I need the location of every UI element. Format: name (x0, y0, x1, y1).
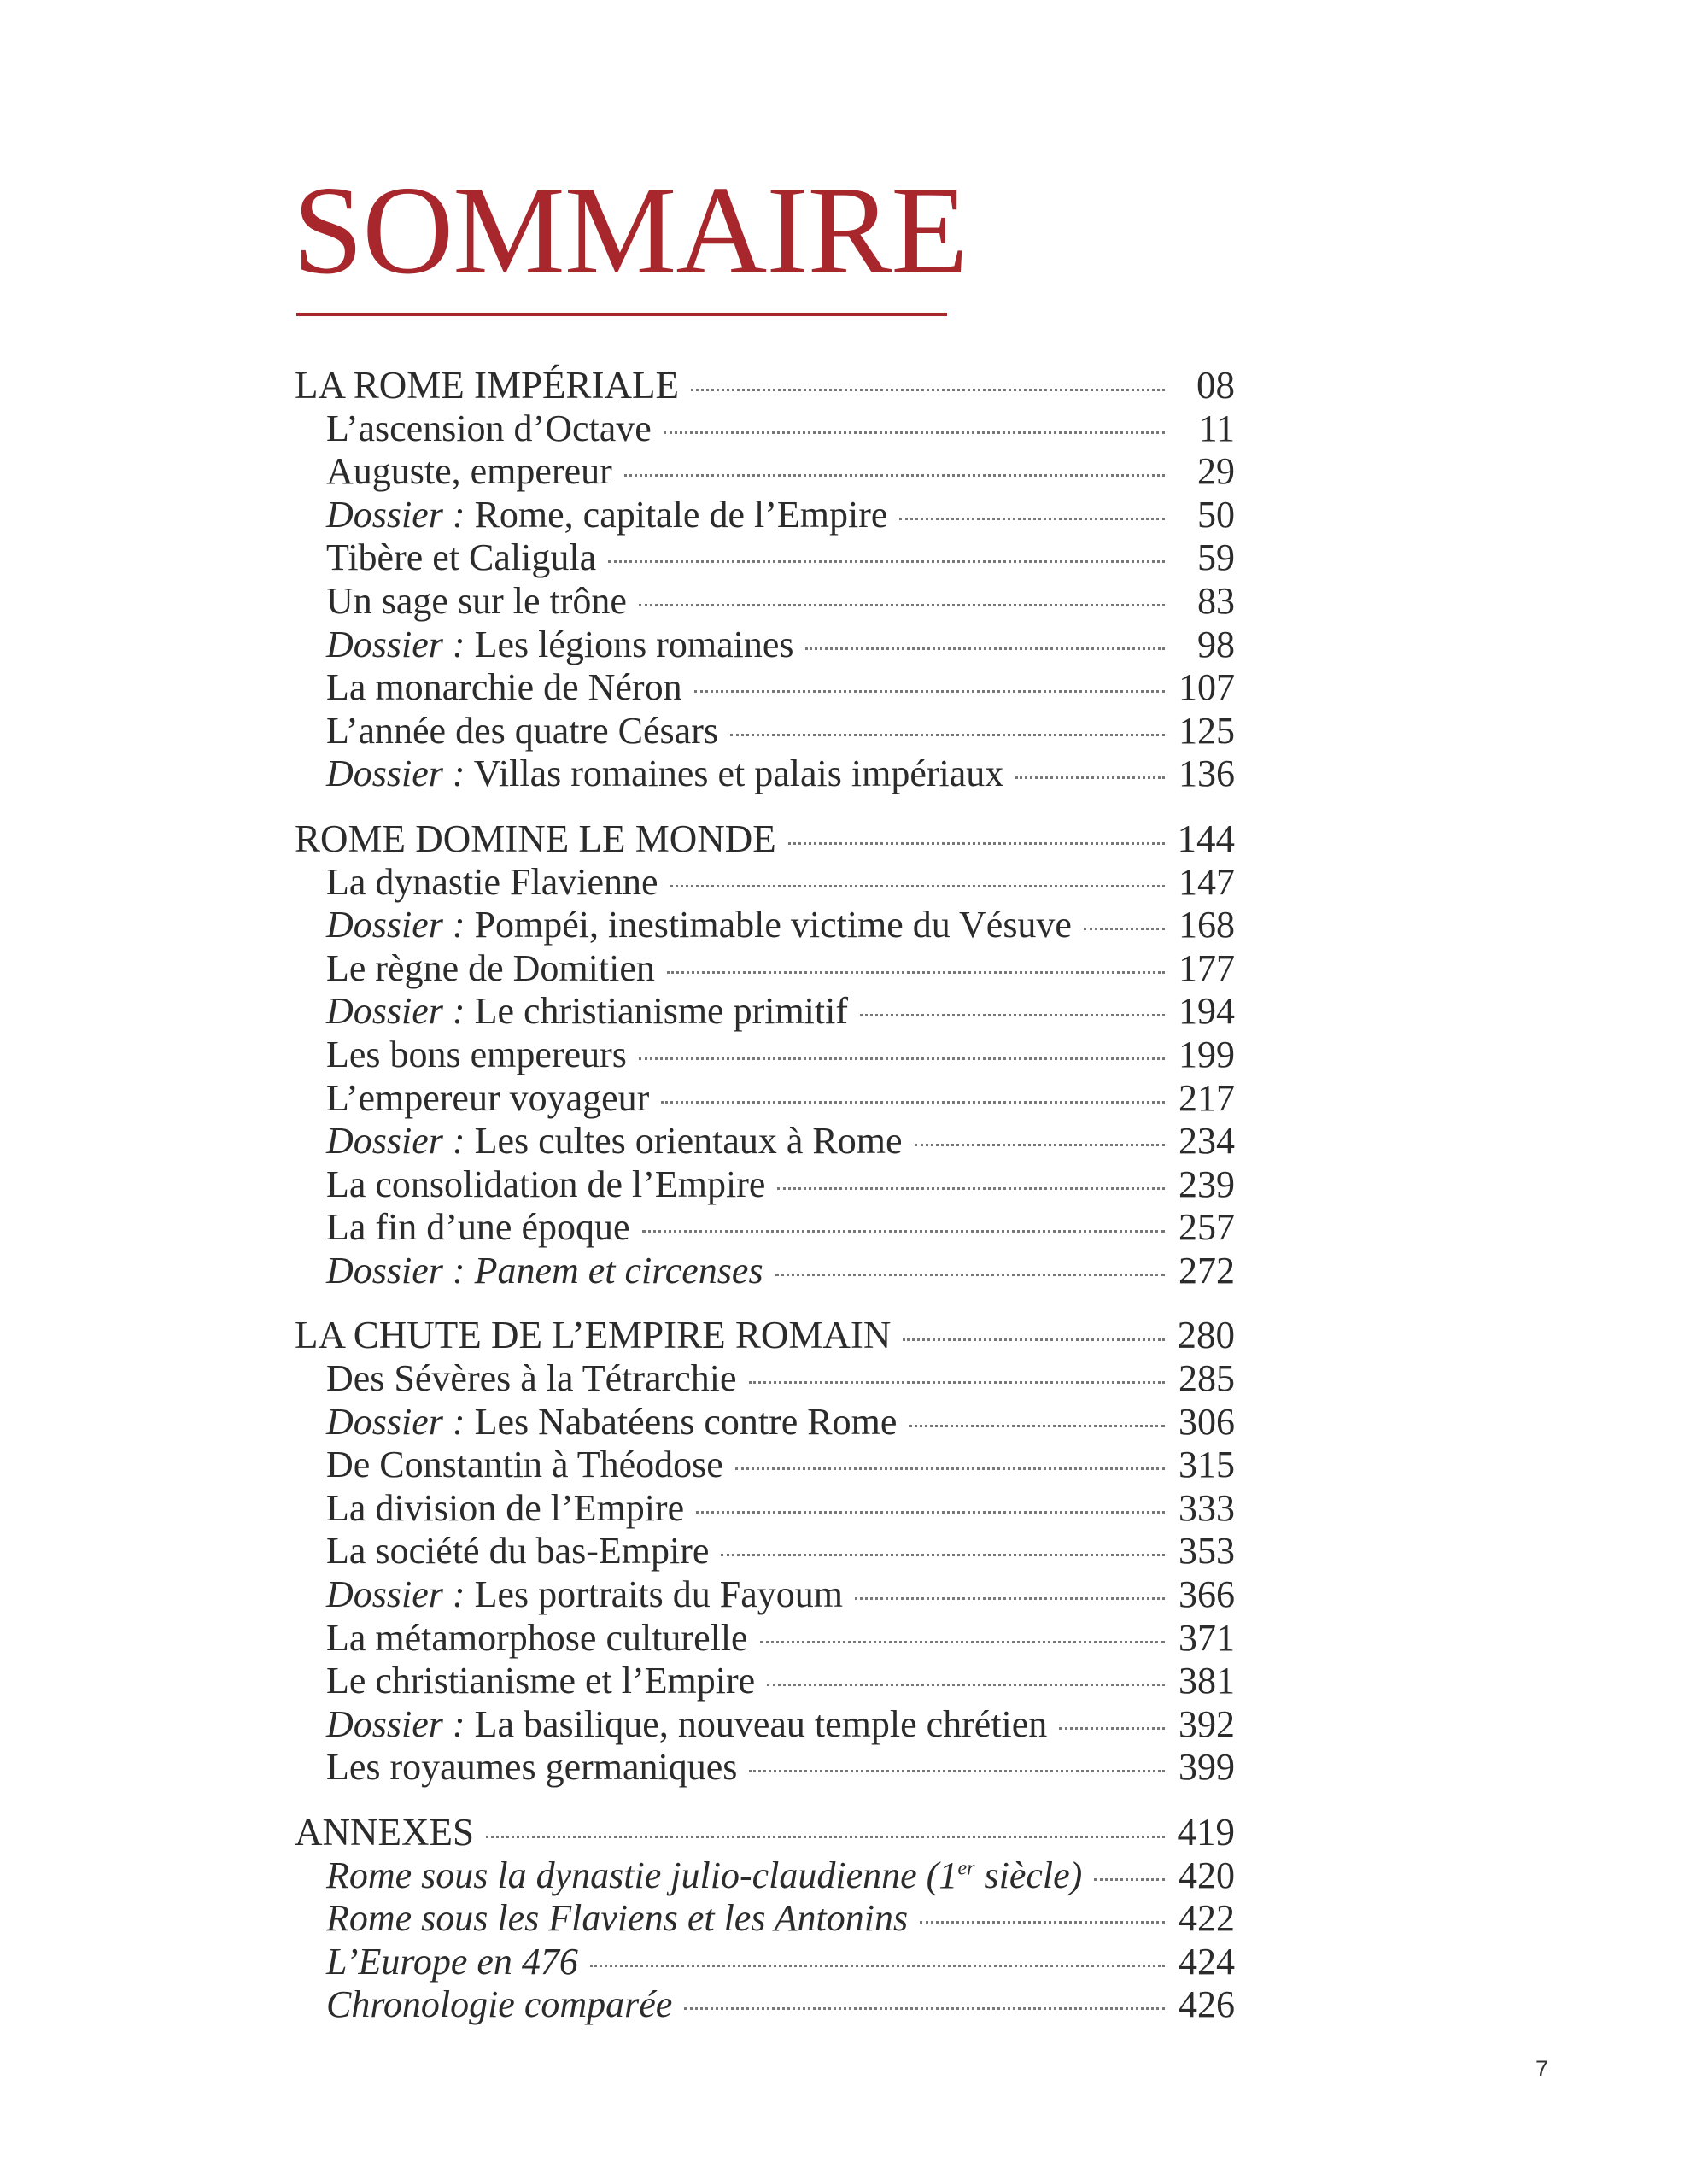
entry-label: La basilique, nouveau temple chrétien (474, 1702, 1048, 1745)
entry-prefix: Dossier : (326, 990, 465, 1033)
entry-prefix: Dossier : (326, 1573, 465, 1616)
toc-entry[interactable] (295, 1444, 1235, 1487)
entry-title (326, 1573, 843, 1616)
toc-entry[interactable] (295, 1854, 1235, 1898)
page-ref: 285 (1179, 1357, 1235, 1400)
dot-leader (691, 389, 1165, 391)
entry-label: L’Europe en 476 (326, 1940, 578, 1983)
entry-title (326, 1897, 908, 1940)
entry-prefix: Dossier : (326, 1400, 465, 1443)
toc-entry[interactable] (295, 1703, 1235, 1747)
entry-prefix: Dossier : (326, 904, 465, 946)
page-ref: 144 (1177, 817, 1235, 860)
toc-section-heading[interactable] (295, 1314, 1235, 1357)
toc-section (295, 1811, 1235, 2027)
toc-entry[interactable] (295, 1357, 1235, 1401)
entry-prefix: Dossier : (326, 1249, 465, 1292)
entry-title (326, 407, 652, 450)
table-of-contents (295, 364, 1235, 2048)
dot-leader (590, 1965, 1165, 1967)
entry-label: Chronologie comparée (326, 1983, 673, 2026)
toc-entry[interactable] (295, 1120, 1235, 1163)
entry-label: L’année des quatre Césars (326, 709, 718, 752)
entry-title (326, 1530, 709, 1573)
toc-entry[interactable] (295, 580, 1235, 624)
dot-leader (667, 971, 1165, 974)
toc-section-heading[interactable] (295, 364, 1235, 407)
page-ref: 426 (1179, 1983, 1235, 2026)
entry-label: La dynastie Flavienne (326, 860, 658, 903)
entry-label: La consolidation de l’Empire (326, 1163, 766, 1205)
dot-leader (805, 647, 1165, 650)
toc-entry[interactable] (295, 1206, 1235, 1250)
entry-title (326, 580, 627, 623)
dot-leader (486, 1836, 1165, 1838)
toc-entry[interactable] (295, 990, 1235, 1034)
entry-label: Rome sous la dynastie julio-claudienne (1 (326, 1854, 958, 1896)
page-ref: 107 (1179, 666, 1235, 709)
page-ref: 11 (1198, 407, 1235, 449)
entry-label: Auguste, empereur (326, 450, 612, 493)
entry-title (326, 1660, 755, 1702)
entry-label: De Constantin à Théodose (326, 1444, 723, 1486)
toc-entry[interactable] (295, 710, 1235, 753)
entry-title (326, 1250, 763, 1292)
entry-title (326, 904, 1072, 946)
entry-label: Tibère et Caligula (326, 536, 597, 579)
entry-title (326, 536, 596, 579)
entry-title (326, 1401, 897, 1444)
page-ref: 147 (1179, 860, 1235, 903)
page-ref: 315 (1179, 1444, 1235, 1486)
page-ref: 98 (1197, 623, 1235, 665)
entry-label: L’ascension d’Octave (326, 407, 652, 449)
toc-entry[interactable] (295, 1487, 1235, 1531)
toc-entry[interactable] (295, 861, 1235, 905)
page-ref: 234 (1179, 1120, 1235, 1163)
entry-label: Un sage sur le trône (326, 579, 627, 622)
toc-entry[interactable] (295, 1034, 1235, 1077)
dot-leader (788, 842, 1165, 845)
entry-title (326, 666, 682, 709)
dot-leader (670, 885, 1165, 887)
dot-leader (684, 2007, 1165, 2010)
toc-entry[interactable] (295, 1401, 1235, 1444)
dot-leader (624, 474, 1165, 477)
entry-prefix: Dossier : (326, 753, 465, 795)
title-underline (296, 313, 947, 316)
section-title: LA CHUTE DE L’EMPIRE ROMAIN (295, 1314, 892, 1357)
entry-title (326, 1034, 627, 1076)
toc-entry[interactable] (295, 1660, 1235, 1703)
dot-leader (749, 1381, 1166, 1384)
page-ref: 257 (1179, 1206, 1235, 1249)
dot-leader (735, 1467, 1165, 1470)
page-ref: 29 (1197, 450, 1235, 493)
page-ref: 239 (1179, 1163, 1235, 1205)
entry-label: Les cultes orientaux à Rome (474, 1120, 903, 1163)
dot-leader (639, 1057, 1165, 1060)
dot-leader (639, 604, 1165, 606)
dot-leader (608, 560, 1165, 563)
entry-label: Des Sévères à la Tétrarchie (326, 1357, 737, 1400)
dot-leader (661, 1101, 1165, 1104)
entry-label: Les royaumes germaniques (326, 1746, 738, 1789)
dot-leader (1059, 1727, 1165, 1730)
section-title: ANNEXES (295, 1811, 474, 1854)
entry-title (326, 753, 1003, 795)
dot-leader (777, 1187, 1165, 1190)
dot-leader (767, 1684, 1165, 1686)
entry-label: Rome, capitale de l’Empire (474, 493, 888, 536)
entry-title (326, 450, 612, 493)
toc-entry[interactable] (295, 1941, 1235, 1984)
dot-leader (721, 1554, 1165, 1556)
entry-title (326, 1163, 765, 1206)
entry-label: La division de l’Empire (326, 1486, 685, 1529)
entry-title (326, 1444, 723, 1486)
entry-label: La société du bas-Empire (326, 1530, 710, 1573)
dot-leader (1015, 776, 1165, 779)
page-ref: 280 (1177, 1314, 1235, 1357)
page-ref: 371 (1179, 1616, 1235, 1659)
toc-entry[interactable] (295, 407, 1235, 451)
entry-label: La métamorphose culturelle (326, 1616, 748, 1659)
entry-title (326, 1357, 737, 1400)
toc-entry[interactable] (295, 536, 1235, 580)
page-ref: 194 (1179, 990, 1235, 1033)
entry-title (326, 494, 887, 536)
entry-title (326, 1746, 737, 1789)
entry-title (326, 1617, 748, 1660)
dot-leader (775, 1274, 1165, 1276)
entry-suffix: siècle) (974, 1854, 1083, 1896)
section-title: LA ROME IMPÉRIALE (295, 364, 679, 407)
dot-leader (749, 1770, 1165, 1772)
dot-leader (730, 734, 1165, 736)
toc-entry[interactable] (295, 753, 1235, 796)
entry-label: Les Nabatéens contre Rome (474, 1400, 898, 1443)
entry-prefix: Dossier : (326, 1702, 465, 1745)
page-ref: 399 (1179, 1746, 1235, 1789)
entry-title (326, 990, 848, 1033)
toc-section-heading[interactable] (295, 1811, 1235, 1854)
dot-leader (664, 431, 1165, 434)
entry-title (326, 1206, 630, 1249)
page-ref: 424 (1179, 1940, 1235, 1983)
entry-label: Le règne de Domitien (326, 946, 655, 989)
toc-entry[interactable] (295, 1530, 1235, 1573)
toc-section (295, 364, 1235, 796)
toc-entry[interactable] (295, 1897, 1235, 1941)
entry-title (326, 1077, 649, 1120)
toc-entry[interactable] (295, 1617, 1235, 1661)
entry-label: Les portraits du Fayoum (474, 1573, 843, 1616)
entry-title (326, 1120, 903, 1163)
entry-title (326, 1703, 1047, 1746)
entry-label: La fin d’une époque (326, 1206, 630, 1249)
dot-leader (915, 1144, 1165, 1146)
entry-title (326, 624, 793, 666)
entry-label: Le christianisme primitif (474, 990, 849, 1033)
page-ref: 333 (1179, 1486, 1235, 1529)
entry-label: Pompéi, inestimable victime du Vésuve (474, 904, 1072, 946)
entry-label: Le christianisme et l’Empire (326, 1660, 756, 1702)
page-ref: 392 (1179, 1702, 1235, 1745)
page-ref: 420 (1179, 1854, 1235, 1896)
dot-leader (855, 1597, 1165, 1600)
page-ref: 168 (1179, 904, 1235, 946)
page-ref: 381 (1179, 1660, 1235, 1702)
entry-label: Panem et circenses (474, 1249, 763, 1292)
dot-leader (903, 1338, 1165, 1341)
page-ref: 366 (1179, 1573, 1235, 1616)
page-ref: 422 (1179, 1897, 1235, 1940)
toc-section (295, 817, 1235, 1293)
entry-prefix: Dossier : (326, 493, 465, 536)
toc-entry[interactable] (295, 904, 1235, 947)
toc-entry[interactable] (295, 450, 1235, 494)
toc-entry[interactable] (295, 1983, 1235, 2027)
entry-title (326, 710, 718, 753)
toc-entry[interactable] (295, 1746, 1235, 1789)
entry-title (326, 861, 658, 904)
toc-entry[interactable] (295, 1163, 1235, 1207)
entry-label: Les légions romaines (474, 623, 794, 665)
toc-entry[interactable] (295, 1573, 1235, 1617)
page-ref: 419 (1177, 1811, 1235, 1854)
toc-entry[interactable] (295, 1250, 1235, 1293)
dot-leader (860, 1014, 1165, 1016)
page-ref: 177 (1179, 946, 1235, 989)
dot-leader (760, 1641, 1165, 1643)
dot-leader (920, 1921, 1165, 1924)
page-ref: 08 (1196, 364, 1235, 407)
dot-leader (696, 1511, 1165, 1514)
entry-label: L’empereur voyageur (326, 1076, 650, 1119)
dot-leader (642, 1230, 1165, 1233)
entry-label: La monarchie de Néron (326, 666, 682, 709)
entry-superscript: er (957, 1855, 975, 1879)
page-ref: 217 (1179, 1076, 1235, 1119)
page-ref: 125 (1179, 709, 1235, 752)
page-number: 7 (1535, 2056, 1549, 2082)
toc-entry[interactable] (295, 494, 1235, 537)
entry-title (326, 1983, 672, 2026)
entry-prefix: Dossier : (326, 623, 465, 665)
toc-section (295, 1314, 1235, 1789)
toc-entry[interactable] (295, 947, 1235, 991)
section-title: ROME DOMINE LE MONDE (295, 817, 776, 860)
entry-title (326, 1487, 684, 1530)
page-title: SOMMAIRE (293, 161, 968, 301)
dot-leader (694, 690, 1165, 693)
dot-leader (909, 1425, 1165, 1427)
entry-title (326, 1941, 578, 1983)
dot-leader (899, 518, 1165, 520)
toc-section-heading[interactable] (295, 817, 1235, 861)
entry-title (326, 947, 655, 990)
toc-entry[interactable] (295, 666, 1235, 710)
toc-entry[interactable] (295, 1077, 1235, 1121)
entry-prefix: Dossier : (326, 1120, 465, 1163)
entry-label: Les bons empereurs (326, 1033, 627, 1075)
entry-label: Villas romaines et palais impériaux (473, 753, 1004, 795)
dot-leader (1094, 1878, 1165, 1881)
page-ref: 306 (1179, 1400, 1235, 1443)
dot-leader (1084, 928, 1165, 930)
page-ref: 272 (1179, 1249, 1235, 1292)
entry-label: Rome sous les Flaviens et les Antonins (326, 1897, 909, 1940)
page-ref: 59 (1197, 536, 1235, 579)
entry-title (326, 1854, 1082, 1897)
page-ref: 136 (1179, 753, 1235, 795)
page-ref: 199 (1179, 1033, 1235, 1075)
page-ref: 50 (1197, 493, 1235, 536)
page-ref: 353 (1179, 1530, 1235, 1573)
toc-entry[interactable] (295, 624, 1235, 667)
page-ref: 83 (1197, 579, 1235, 622)
